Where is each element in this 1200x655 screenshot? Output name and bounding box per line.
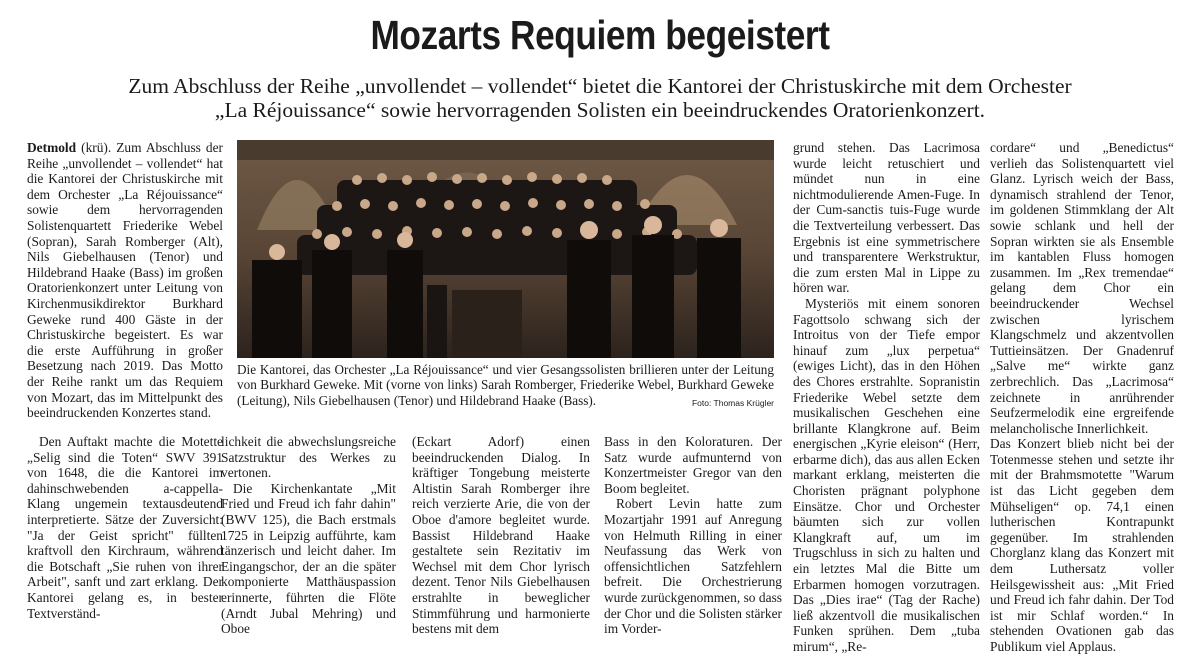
photo-credit: Foto: Thomas Krügler bbox=[691, 397, 774, 408]
paragraph-c4-2: Robert Levin hatte zum Mozartjahr 1991 auf Anregung von Helmuth Rilling in einer Neufassung das Werk von offensichtlichen Satzfehlern befreit. Die Orchestrierung wurde zurückgenommen, so dass der Chor und die Solisten stärker im Vorder- bbox=[604, 496, 782, 637]
column-1-bottom bbox=[27, 434, 223, 620]
concert-photo-image bbox=[237, 140, 774, 358]
paragraph-c3-1: (Eckart Adorf) einen beeindruckenden Dialog. In kräftiger Tongebung meisterte Altistin Sarah Romberger ihre reich verzierte Arie, die von der Oboe d'amore begleitet wurde. Bassist Hildebrand Haake gestaltete sein Rezitativ im Wechsel mit dem Chor lyrisch dezent. Tenor Nils Giebelhausen erstrahlte in beweglicher Stimmführung und harmonierte bestens mit dem bbox=[412, 434, 590, 637]
dateline: Detmold bbox=[27, 140, 77, 155]
caption-text: Die Kantorei, das Orchester „La Réjouissance“ und vier Gesangssolisten brillieren unter der Leitung von Burkhard Geweke. Mit (vorne von links) Sarah Romberger, Friederike Webel, Burkhard Geweke (Leitung), Nils Giebelhausen (Tenor) und Hildebrand Haake (Bass). bbox=[237, 362, 774, 408]
concert-photo bbox=[237, 140, 774, 358]
column-3 bbox=[412, 434, 590, 637]
paragraph-c4-1: Bass in den Koloraturen. Der Satz wurde aufmunternd von Konzertmeister Gregor van den Boom begleitet. bbox=[604, 434, 782, 496]
photo-caption bbox=[237, 362, 774, 411]
paragraph-c6-2: Das Konzert blieb nicht bei der Totenmesse stehen und setzte ihr mit der Brahmsmotette "Warum ist das Licht gegeben dem Mühseligen“ op. 74,1 einen lutherischen Kontrapunkt gegenüber. Im strahlenden Chorglanz klang das Konzert mit dem Luthersatz voller Heilsgewissheit aus: „Mit Fried und Freud ich fahr dahin. Der Tod ist mir Schlaf worden.“ In stehenden Ovationen gab das Publikum viel Applaus. bbox=[990, 436, 1174, 654]
paragraph-motette: Den Auftakt machte die Motette „Selig sind die Toten“ SWV 391 von 1648, die die Kantorei im dahinschwebenden a-cappella-Klang ungemein textausdeutend interpretierte. Sätze der Zuversicht: "Ja der Geist spricht" füllten kraftvoll den Kirchraum, während die Botschaft „Sie ruhen von ihrer Arbeit", sanft und zart erklang. Der Kantorei gelang es, in bester Textverständ- bbox=[27, 434, 223, 621]
subhead-line-2: „La Réjouissance“ sowie hervorragenden Solisten ein beeindruckendes Oratorienkonzert. bbox=[214, 98, 986, 122]
paragraph-c5-2: Mysteriös mit einem sonoren Fagottsolo schwang sich der Introitus von der Tiefe empor hinauf zum „lux perpetua“ (ewiges Licht), das in den Höhen des Chores erstrahlte. Sopranistin Friederike Webel setzte dem musikalischen Geschehen eine brillante Klangkrone auf. Beim energischen „Kyrie eleison“ (Herr, erbarme dich), das aus allen Ecken markant erklang, meisterten die Choristen prägnant polyphone Einsätze. Chor und Orchester bäumten sich zur vollen Klangkraft auf, um im Trugschluss in sich zu halten und ein letztes Mal die Bitte um Erbarmen homogen vorzutragen. Das „Dies irae“ (Tag der Rache) ließ akzentvoll die musikalischen Funken sprühen. Dem „tuba mirum“, „Re- bbox=[793, 295, 980, 654]
paragraph-c6-1: cordare“ und „Benedictus“ verlieh das Solistenquartett viel Glanz. Lyrisch weich der Bass, dynamisch strahlend der Tenor, im goldenen Stimmklang der Alt sowie schlank und hell der Sopran wirkten sie als Ensemble im kantablen Fluss homogen zusammen. Im „Rex tremendae“ gelang dem Chor ein beeindruckender Wechsel zwischen lyrischem Klangschmelz und akzentvollen Tuttieinsätzen. Der Gnadenruf „Salve me“ wirkte ganz zerbrechlich. Das „Lacrimosa“ zeichnete in anrührender Seufzermelodik eine ergreifende melancholische Innerlichkeit. bbox=[990, 140, 1174, 436]
column-5 bbox=[793, 140, 980, 654]
column-2 bbox=[221, 434, 396, 637]
column-4 bbox=[604, 434, 782, 637]
subhead-line-1: Zum Abschluss der Reihe „unvollendet – vollendet“ bietet die Kantorei der Christuskirche mit dem Orchester bbox=[128, 74, 1072, 98]
headline: Mozarts Requiem begeistert bbox=[370, 12, 830, 58]
paragraph-c2-2: Die Kirchenkantate „Mit Fried und Freud ich fahr dahin" (BWV 125), die Bach erstmals 1725 in Leipzig aufführte, kam tänzerisch und leicht daher. Im Eingangschor, der an die später komponierte Matthäuspassion erinnerte, führten die Flöte (Arndt Jubal Mehring) und Oboe bbox=[221, 480, 396, 637]
paragraph-c2-1: lichkeit die abwechslungsreiche Satzstruktur des Werkes zu vertonen. bbox=[221, 434, 396, 481]
intro-paragraph bbox=[27, 140, 223, 421]
intro-text: (krü). Zum Abschluss der Reihe „unvollendet – vollendet“ hat die Kantorei der Christuskirche mit dem Orchester „La Réjouissance“ sowie dem hervorragenden Solistenquartett Friederike Webel (Sopran), Sarah Romberger (Alt), Nils Giebelhausen (Tenor) und Hildebrand Haake (Bass) im großen Oratorienkonzert unter Leitung von Kirchenmusikdirektor Burkhard Geweke rund 400 Gäste in der Christuskirche begeistert. Es war die erste Aufführung in großer Besetzung nach 2019. Das Motto der Reihe rankt um das Requiem von Mozart, das im Mittelpunkt des beeindruckenden Konzertes stand. bbox=[27, 140, 223, 421]
subheadline bbox=[60, 74, 1140, 122]
column-6 bbox=[990, 140, 1174, 654]
column-1-top bbox=[27, 140, 223, 432]
paragraph-c5-1: grund stehen. Das Lacrimosa wurde leicht retuschiert und mündet nun in eine nichtmodulierende Amen-Fuge. In der Cum-sanctis tuis-Fuge wurde die Textverteilung verbessert. Das Ergebnis ist eine symmetrischere und transparentere Werkstruktur, die zum ersten Mal in Lippe zu hören war. bbox=[793, 140, 980, 296]
